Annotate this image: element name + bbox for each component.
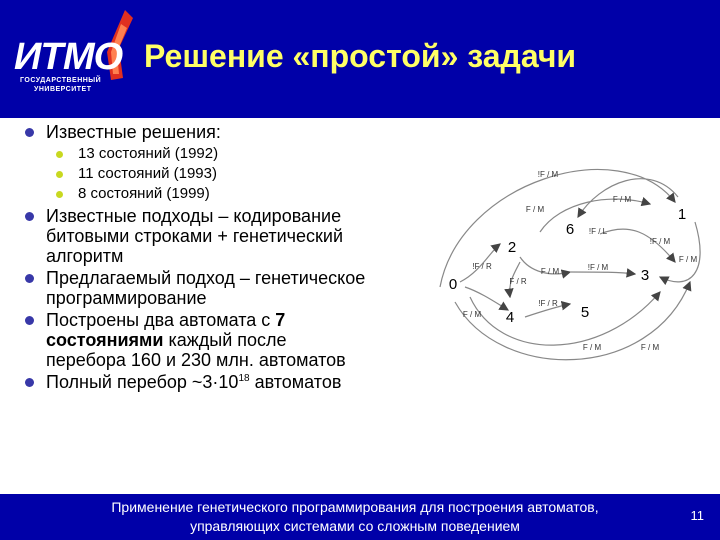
bullet-icon [25,378,34,387]
state-5: 5 [580,304,590,321]
logo-subtitle: ГОСУДАРСТВЕННЫЙ УНИВЕРСИТЕТ [20,77,102,93]
state-4: 4 [505,309,515,326]
logo-text: ИТМО [14,36,123,78]
transition-label: F / M [678,255,698,264]
sub-bullet-icon [56,151,63,158]
bullet-list [20,122,420,394]
bullet-approaches: Известные подходы – кодирование битовыми строками + генетический алгоритм [20,206,386,266]
bullet-full-search: Полный перебор $\sim 3\cdot 10^{18}$ автоматов [20,372,426,392]
bullet-icon [25,274,34,283]
state-6: 6 [565,221,575,238]
transition-label: !F / M [537,170,559,179]
page-number: 11 [690,508,704,523]
state-1: 1 [677,206,687,223]
automaton-diagram [420,122,720,382]
transition-label: F / M [612,195,632,204]
state-3: 3 [640,267,650,284]
transition-label: !F / R [472,262,492,271]
sub-bullet: 8 состояний (1999) [20,184,420,204]
bullet-built: Построены два автомата с 7 состояниями каждый после перебора 160 и 230 млн. автоматов [20,310,356,370]
sub-bullet: 11 состояний (1993) [20,164,420,184]
state-0: 0 [448,276,458,293]
footer-text: Применение генетического программирования для построения автоматов, управляющих системами со сложным поведением [111,499,599,534]
transition-label: F / M [540,267,560,276]
state-2: 2 [507,239,517,256]
bullet-known-solutions: Известные решения: [20,122,420,142]
slide-title: Решение «простой» задачи [144,38,577,74]
header-bar [0,0,720,118]
transition-label: F / R [509,277,527,286]
bullet-icon [25,316,34,325]
transition-label: F / M [462,310,482,319]
transition-label: F / M [640,343,660,352]
transition-label: !F / L [588,227,608,236]
bullet-icon [25,212,34,221]
transition-label: !F / R [538,299,558,308]
bullet-proposed: Предлагаемый подход – генетическое программирование [20,268,366,308]
transition-label: F / M [525,205,545,214]
sub-bullet: 13 состояний (1992) [20,144,420,164]
transition-label: F / M [582,343,602,352]
transition-label: !F / M [587,263,609,272]
sub-bullet-icon [56,191,63,198]
bullet-icon [25,128,34,137]
sub-bullet-icon [56,171,63,178]
footer-bar [0,494,720,540]
transition-label: !F / M [649,237,671,246]
